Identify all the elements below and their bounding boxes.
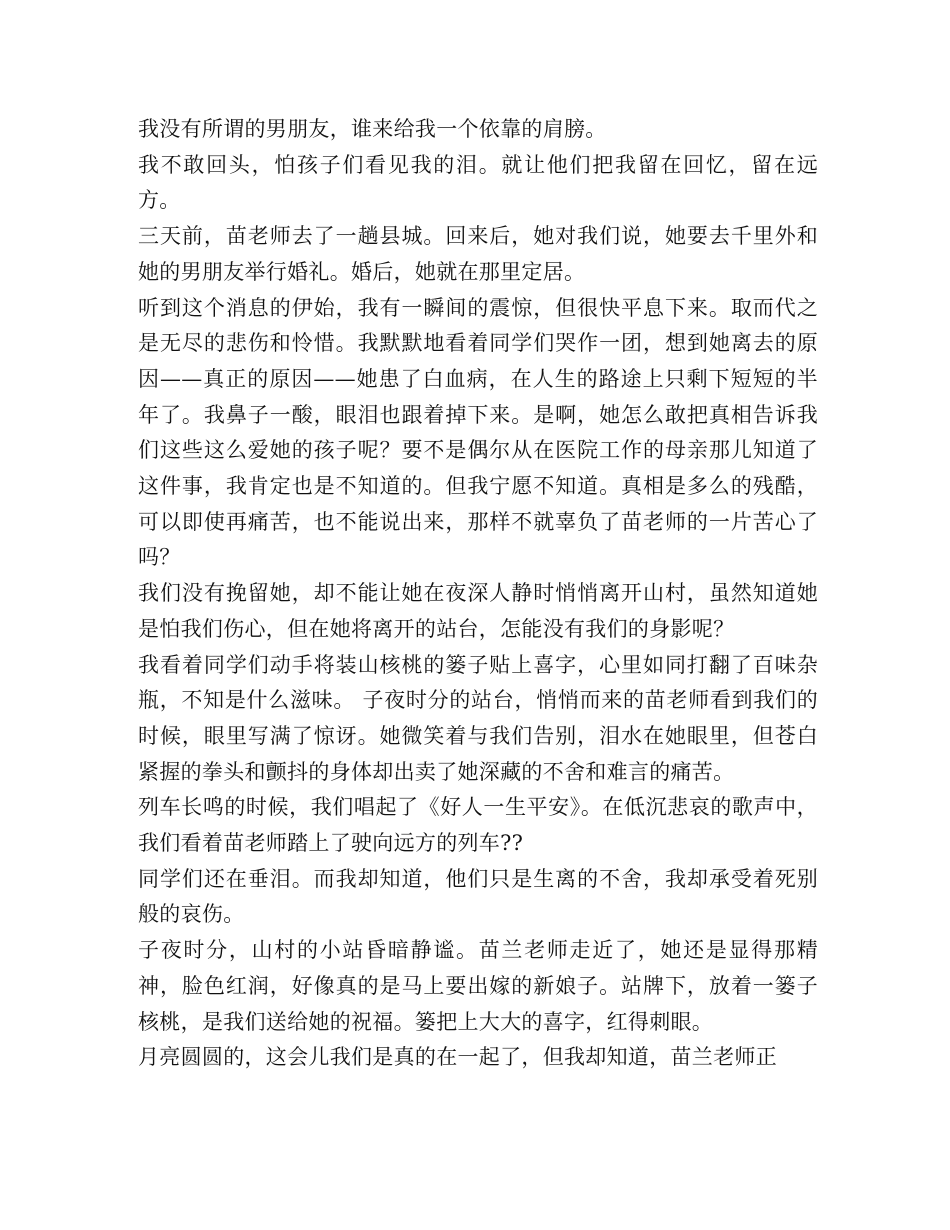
paragraph-5: 我们没有挽留她，却不能让她在夜深人静时悄悄离开山村，虽然知道她是怕我们伤心，但在她将离开的站台，怎能没有我们的身影呢？ — [138, 581, 818, 641]
paragraph-4: 听到这个消息的伊始，我有一瞬间的震惊，但很快平息下来。取而代之是无尽的悲伤和怜惜。我默默地看着同学们哭作一团，想到她离去的原因——真正的原因——她患了白血病，在人生的路途上只剩下短短的半年了。我鼻子一酸，眼泪也跟着掉下来。是啊，她怎么敢把真相告诉我们这些这么爱她的孩子呢？要不是偶尔从在医院工作的母亲那儿知道了这件事，我肯定也是不知道的。但我宁愿不知道。真相是多么的残酷，可以即使再痛苦，也不能说出来，那样不就辜负了苗老师的一片苦心了吗？ — [138, 295, 818, 570]
paragraph-9: 子夜时分，山村的小站昏暗静谧。苗兰老师走近了，她还是显得那精神，脸色红润，好像真的是马上要出嫁的新娘子。站牌下，放着一篓子核桃，是我们送给她的祝福。篓把上大大的喜字，红得刺眼。 — [138, 938, 818, 1034]
paragraph-6: 我看着同学们动手将装山核桃的篓子贴上喜字，心里如同打翻了百味杂瓶，不知是什么滋味。 子夜时分的站台，悄悄而来的苗老师看到我们的时候，眼里写满了惊讶。她微笑着与我们告别，泪水在她眼里，但苍白紧握的拳头和颤抖的身体却出卖了她深藏的不舍和难言的痛苦。 — [138, 652, 818, 784]
paragraph-1: 我没有所谓的男朋友，谁来给我一个依靠的肩膀。 — [138, 117, 607, 141]
document-body — [138, 112, 818, 1076]
paragraph-3: 三天前，苗老师去了一趟县城。回来后，她对我们说，她要去千里外和她的男朋友举行婚礼。婚后，她就在那里定居。 — [138, 224, 818, 284]
paragraph-8: 同学们还在垂泪。而我却知道，他们只是生离的不舍，我却承受着死别般的哀伤。 — [138, 866, 818, 927]
paragraph-10: 月亮圆圆的，这会儿我们是真的在一起了，但我却知道，苗兰老师正 — [138, 1045, 777, 1070]
paragraph-2: 我不敢回头，怕孩子们看见我的泪。就让他们把我留在回忆，留在远方。 — [138, 152, 818, 213]
paragraph-7: 列车长鸣的时候，我们唱起了《好人一生平安》。在低沉悲哀的歌声中，我们看着苗老师踏上了驶向远方的列车?? — [138, 795, 818, 856]
